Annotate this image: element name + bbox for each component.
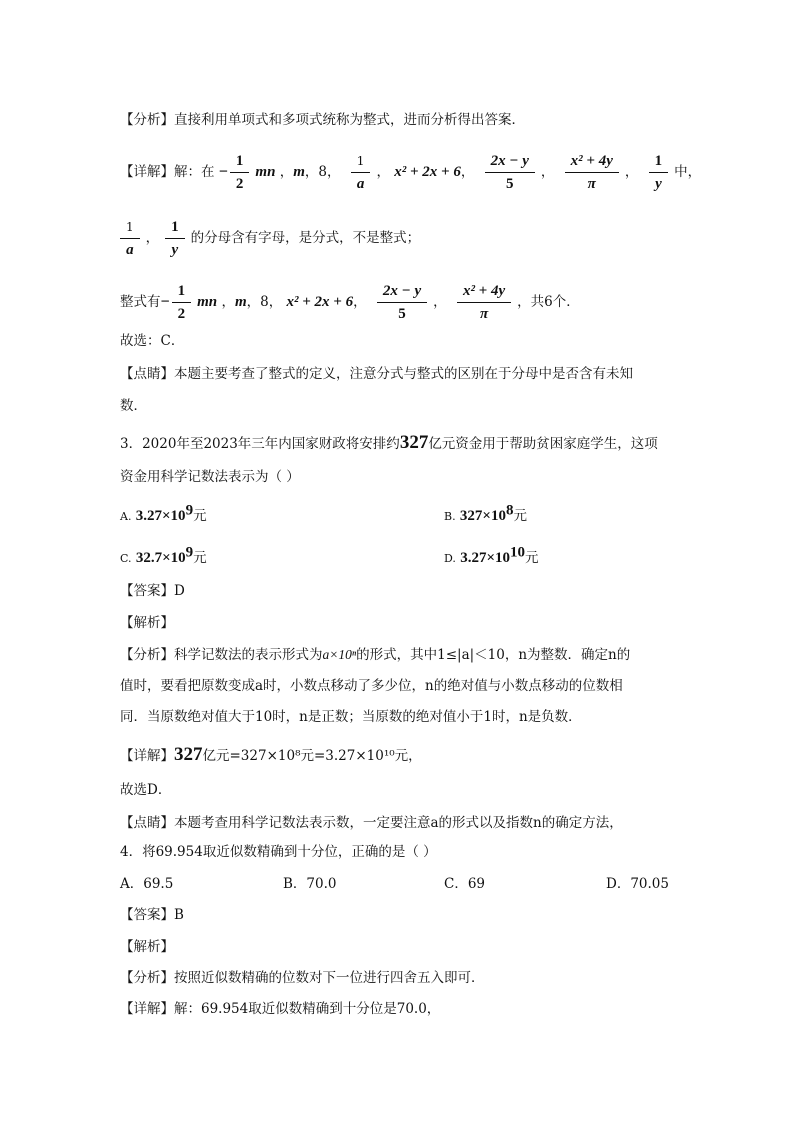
- option-d[interactable]: D. $3.27\times 10^{10}$元: [444, 544, 539, 566]
- detail-line-expressions: 【详解】解：在 − $\frac{1}{2}$ mn ，m，8， $\frac{1}{a}$ ， x² + 2x + 6， $\frac{2x - y}{5}$ ， $\frac{\text{x² + 4y}}{\pi}$ ， $\frac{1}{y}$ 中，: [120, 153, 702, 192]
- analysis-line: 【分析】按照近似数精确的位数对下一位进行四舍五入即可．: [120, 970, 485, 986]
- choice-line: 故选D．: [120, 782, 172, 798]
- fraction-one-over-y: $\frac{1}{y}$: [649, 152, 669, 193]
- option-b[interactable]: B．70.0: [283, 876, 337, 892]
- denominator-line: $\frac{1}{a}$ ， $\frac{1}{y}$ 的分母含有字母，是分式，不是整式；: [120, 218, 420, 259]
- polynomial: x² + 2x + 6: [394, 164, 461, 180]
- answer-line: 【答案】D: [120, 583, 185, 599]
- option-b[interactable]: B. $327\times 10^8$元: [444, 502, 527, 524]
- choice-line: 故选：C．: [120, 333, 185, 349]
- fraction-x2-4y-over-pi: $\frac{\text{x² + 4y}}{\pi}$: [565, 152, 619, 193]
- analysis-line-cont: 值时，要看把原数变成a时，小数点移动了多少位，n的绝对值与小数点移动的位数相: [120, 678, 623, 694]
- integral-expressions-line: 整式有− $\frac{1}{2}$ mn ，m，8， x² + 2x + 6， $\frac{2x - y}{5}$ ， $\frac{\text{x² + 4y}}{\pi}$ ，共6个．: [120, 283, 580, 322]
- analysis-line: 【分析】科学记数法的表示形式为a×10ⁿ的形式，其中1≤|a|＜10，n为整数．确定n的: [120, 647, 631, 663]
- option-c[interactable]: C. $32.7\times 10^9$元: [120, 544, 207, 566]
- detail-line: 【详解】解：69.954取近似数精确到十分位是70.0，: [120, 1001, 441, 1017]
- option-a[interactable]: A．69.5: [120, 876, 174, 892]
- option-a[interactable]: A. $3.27\times 10^9$元: [120, 502, 207, 524]
- question-3-text-cont: 资金用科学记数法表示为（ ）: [120, 469, 300, 485]
- detail-line: 【详解】327亿元=327×10⁸元=3.27×10¹⁰元，: [120, 744, 422, 765]
- comment-line: 【点睛】本题主要考查了整式的定义，注意分式与整式的区别在于分母中是否含有未知: [120, 366, 633, 382]
- solution-heading: 【解析】: [120, 615, 174, 631]
- answer-line: 【答案】B: [120, 907, 184, 923]
- analysis-line: 【分析】直接利用单项式和多项式统称为整式，进而分析得出答案．: [120, 112, 525, 128]
- solution-heading: 【解析】: [120, 939, 174, 955]
- analysis-line-cont: 同．当原数绝对值大于10时，n是正数；当原数的绝对值小于1时，n是负数．: [120, 709, 582, 725]
- option-d[interactable]: D．70.05: [606, 876, 669, 892]
- question-4-text: 4．将69.954取近似数精确到十分位，正确的是（ ）: [120, 844, 437, 860]
- question-3-text: 3．2020年至2023年三年内国家财政将安排约327亿元资金用于帮助贫困家庭学生，这项: [120, 432, 658, 453]
- fraction-one-over-a: $\frac{1}{a}$: [351, 152, 371, 193]
- option-c[interactable]: C．69: [444, 876, 486, 892]
- comment-line-cont: 数．: [120, 398, 147, 414]
- comment-line: 【点睛】本题考查用科学记数法表示数，一定要注意a的形式以及指数n的确定方法，: [120, 815, 623, 831]
- fraction-2x-y-over-5: $\frac{2x - y}{5}$: [485, 152, 535, 193]
- fraction-one-half: $\frac{1}{2}$: [230, 152, 250, 193]
